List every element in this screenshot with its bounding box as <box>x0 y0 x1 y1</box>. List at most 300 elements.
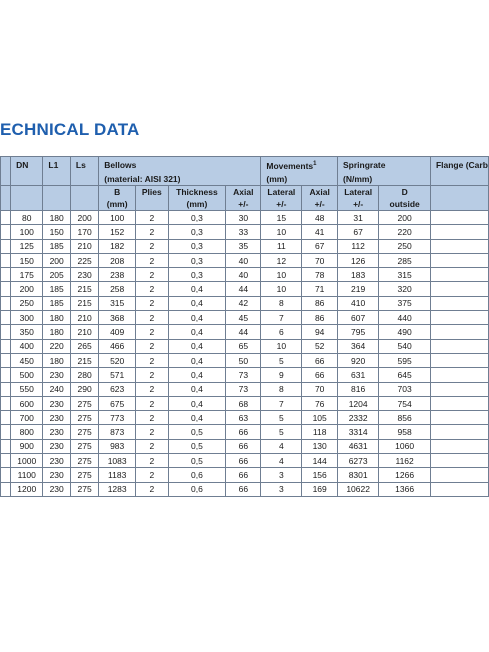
table-cell: 0,5 <box>168 439 226 453</box>
table-cell: 215 <box>70 282 98 296</box>
table-cell: 1100 <box>11 468 43 482</box>
row-tail-cell <box>430 211 488 225</box>
table-row <box>1 253 489 267</box>
table-cell: 150 <box>43 225 71 239</box>
table-cell: 66 <box>302 368 338 382</box>
table-cell: 1266 <box>379 468 431 482</box>
table-cell: 44 <box>226 282 261 296</box>
table-cell: 571 <box>99 368 136 382</box>
header-thickness-unit: (mm) <box>168 198 226 211</box>
table-cell: 44 <box>226 325 261 339</box>
table-cell: 7 <box>261 311 302 325</box>
header-axial: Axial <box>226 186 261 199</box>
table-cell: 215 <box>70 353 98 367</box>
row-tail-cell <box>430 282 488 296</box>
table-cell: 703 <box>379 382 431 396</box>
header-bellows-material: (material: AISI 321) <box>99 173 261 186</box>
header-cell-blank <box>1 186 11 199</box>
table-cell: 230 <box>43 368 71 382</box>
table-row <box>1 339 489 353</box>
table-cell: 150 <box>11 253 43 267</box>
header-movements <box>261 157 338 174</box>
row-tail-cell <box>430 396 488 410</box>
row-lead-cell <box>1 411 11 425</box>
table-cell: 66 <box>226 439 261 453</box>
table-cell: 230 <box>43 468 71 482</box>
table-cell: 42 <box>226 296 261 310</box>
table-row <box>1 482 489 496</box>
table-cell: 35 <box>226 239 261 253</box>
table-cell: 2 <box>136 439 169 453</box>
header-extra-unit <box>430 198 488 211</box>
table-cell: 0,5 <box>168 454 226 468</box>
table-cell: 208 <box>99 253 136 267</box>
row-lead-cell <box>1 396 11 410</box>
row-lead-cell <box>1 482 11 496</box>
table-cell: 63 <box>226 411 261 425</box>
row-lead-cell <box>1 353 11 367</box>
table-cell: 550 <box>11 382 43 396</box>
table-cell: 816 <box>337 382 378 396</box>
table-cell: 200 <box>43 253 71 267</box>
header-ls: Ls <box>70 157 98 174</box>
table-cell: 0,4 <box>168 396 226 410</box>
table-row <box>1 282 489 296</box>
header-extra <box>430 186 488 199</box>
table-cell: 900 <box>11 439 43 453</box>
table-cell: 230 <box>43 425 71 439</box>
table-cell: 2 <box>136 425 169 439</box>
table-cell: 0,4 <box>168 311 226 325</box>
table-cell: 70 <box>302 253 338 267</box>
table-row <box>1 425 489 439</box>
header-axial-unit: +/- <box>226 198 261 211</box>
row-tail-cell <box>430 368 488 382</box>
table-cell: 540 <box>379 339 431 353</box>
table-cell: 754 <box>379 396 431 410</box>
row-tail-cell <box>430 468 488 482</box>
table-cell: 275 <box>70 439 98 453</box>
table-cell: 250 <box>11 296 43 310</box>
table-cell: 40 <box>226 253 261 267</box>
table-cell: 5 <box>261 425 302 439</box>
row-tail-cell <box>430 454 488 468</box>
table-cell: 73 <box>226 368 261 382</box>
table-cell: 1183 <box>99 468 136 482</box>
table-cell: 45 <box>226 311 261 325</box>
table-cell: 9 <box>261 368 302 382</box>
table-row <box>1 454 489 468</box>
table-cell: 5 <box>261 411 302 425</box>
table-cell: 230 <box>43 439 71 453</box>
table-cell: 175 <box>11 268 43 282</box>
table-cell: 10 <box>261 225 302 239</box>
table-cell: 466 <box>99 339 136 353</box>
table-cell: 920 <box>337 353 378 367</box>
table-cell: 210 <box>70 325 98 339</box>
table-cell: 250 <box>379 239 431 253</box>
table-cell: 10 <box>261 339 302 353</box>
table-cell: 265 <box>70 339 98 353</box>
table-cell: 6 <box>261 325 302 339</box>
header-lateral-unit: +/- <box>261 198 302 211</box>
table-cell: 0,4 <box>168 411 226 425</box>
table-cell: 8 <box>261 382 302 396</box>
table-cell: 275 <box>70 482 98 496</box>
table-cell: 409 <box>99 325 136 339</box>
header-movements-label: Movements <box>266 161 314 171</box>
table-cell: 0,3 <box>168 268 226 282</box>
table-cell: 41 <box>302 225 338 239</box>
table-cell: 3 <box>261 468 302 482</box>
table-cell: 285 <box>379 253 431 267</box>
table-row <box>1 225 489 239</box>
table-cell: 220 <box>379 225 431 239</box>
table-cell: 66 <box>302 353 338 367</box>
row-tail-cell <box>430 296 488 310</box>
table-cell: 290 <box>70 382 98 396</box>
table-cell: 450 <box>11 353 43 367</box>
table-cell: 0,4 <box>168 296 226 310</box>
header-lateral: Lateral <box>261 186 302 199</box>
table-row <box>1 382 489 396</box>
table-cell: 144 <box>302 454 338 468</box>
table-cell: 126 <box>337 253 378 267</box>
row-lead-cell <box>1 282 11 296</box>
table-cell: 1366 <box>379 482 431 496</box>
page-title: ECHNICAL DATA <box>0 120 140 139</box>
table-cell: 182 <box>99 239 136 253</box>
row-tail-cell <box>430 339 488 353</box>
table-cell: 94 <box>302 325 338 339</box>
table-cell: 375 <box>379 296 431 310</box>
table-cell: 2 <box>136 325 169 339</box>
table-cell: 2 <box>136 211 169 225</box>
table-cell: 1060 <box>379 439 431 453</box>
table-cell: 0,4 <box>168 325 226 339</box>
table-cell: 105 <box>302 411 338 425</box>
table-cell: 1083 <box>99 454 136 468</box>
row-lead-cell <box>1 382 11 396</box>
table-cell: 170 <box>70 225 98 239</box>
table-cell: 1204 <box>337 396 378 410</box>
header-ls-cont <box>70 173 98 186</box>
table-cell: 0,3 <box>168 239 226 253</box>
row-tail-cell <box>430 425 488 439</box>
table-cell: 33 <box>226 225 261 239</box>
table-cell: 180 <box>43 353 71 367</box>
header-dn-sub <box>11 186 43 199</box>
table-cell: 11 <box>261 239 302 253</box>
header-springrate: Springrate <box>337 157 430 174</box>
table-cell: 7 <box>261 396 302 410</box>
table-row <box>1 239 489 253</box>
table-cell: 595 <box>379 353 431 367</box>
table-cell: 12 <box>261 253 302 267</box>
row-lead-cell <box>1 425 11 439</box>
header-bellows: Bellows <box>99 157 261 174</box>
table-cell: 66 <box>226 425 261 439</box>
table-cell: 275 <box>70 454 98 468</box>
header-d: D <box>379 186 431 199</box>
table-cell: 86 <box>302 296 338 310</box>
table-header <box>1 157 489 211</box>
header-dn-sub2 <box>11 198 43 211</box>
table-cell: 8301 <box>337 468 378 482</box>
header-flange: Flange (Carb <box>430 157 488 174</box>
table-row <box>1 211 489 225</box>
row-lead-cell <box>1 296 11 310</box>
table-cell: 180 <box>43 325 71 339</box>
table-cell: 2 <box>136 382 169 396</box>
table-cell: 2 <box>136 225 169 239</box>
row-tail-cell <box>430 311 488 325</box>
table-cell: 410 <box>337 296 378 310</box>
table-cell: 2 <box>136 396 169 410</box>
row-lead-cell <box>1 211 11 225</box>
row-tail-cell <box>430 225 488 239</box>
table-cell: 76 <box>302 396 338 410</box>
header-l1-sub2 <box>43 198 71 211</box>
table-cell: 300 <box>11 311 43 325</box>
row-lead-cell <box>1 454 11 468</box>
table-cell: 258 <box>99 282 136 296</box>
header-movements-footnote: 1 <box>313 161 317 167</box>
table-cell: 800 <box>11 425 43 439</box>
table-cell: 0,3 <box>168 211 226 225</box>
table-cell: 86 <box>302 311 338 325</box>
table-cell: 275 <box>70 425 98 439</box>
table-cell: 210 <box>70 311 98 325</box>
header-l1-sub <box>43 186 71 199</box>
table-cell: 125 <box>11 239 43 253</box>
table-cell: 67 <box>302 239 338 253</box>
table-row <box>1 468 489 482</box>
table-body <box>1 211 489 497</box>
table-cell: 0,3 <box>168 225 226 239</box>
header-dn: DN <box>11 157 43 174</box>
table-cell: 2 <box>136 253 169 267</box>
row-tail-cell <box>430 382 488 396</box>
table-row <box>1 368 489 382</box>
table-cell: 100 <box>99 211 136 225</box>
table-cell: 607 <box>337 311 378 325</box>
table-cell: 645 <box>379 368 431 382</box>
table-cell: 152 <box>99 225 136 239</box>
table-cell: 180 <box>43 311 71 325</box>
table-cell: 0,4 <box>168 339 226 353</box>
row-lead-cell <box>1 325 11 339</box>
table-cell: 169 <box>302 482 338 496</box>
table-cell: 773 <box>99 411 136 425</box>
header-b-unit: (mm) <box>99 198 136 211</box>
table-cell: 983 <box>99 439 136 453</box>
table-cell: 490 <box>379 325 431 339</box>
row-tail-cell <box>430 353 488 367</box>
table-cell: 230 <box>43 396 71 410</box>
table-cell: 350 <box>11 325 43 339</box>
table-cell: 10 <box>261 282 302 296</box>
row-tail-cell <box>430 411 488 425</box>
row-lead-cell <box>1 468 11 482</box>
table-cell: 183 <box>337 268 378 282</box>
header-movements-unit: (mm) <box>261 173 338 186</box>
header-flange-cont <box>430 173 488 186</box>
row-lead-cell <box>1 339 11 353</box>
table-cell: 958 <box>379 425 431 439</box>
row-lead-cell <box>1 239 11 253</box>
table-cell: 66 <box>226 454 261 468</box>
table-cell: 8 <box>261 296 302 310</box>
table-cell: 180 <box>43 211 71 225</box>
table-cell: 1283 <box>99 482 136 496</box>
table-cell: 0,4 <box>168 353 226 367</box>
header-sr-axial-unit: +/- <box>302 198 338 211</box>
table-cell: 2 <box>136 311 169 325</box>
table-cell: 1162 <box>379 454 431 468</box>
table-cell: 71 <box>302 282 338 296</box>
table-cell: 2 <box>136 411 169 425</box>
table-cell: 4 <box>261 454 302 468</box>
header-cell-blank <box>1 173 11 186</box>
table-cell: 2 <box>136 468 169 482</box>
row-lead-cell <box>1 225 11 239</box>
table-cell: 280 <box>70 368 98 382</box>
table-cell: 10 <box>261 268 302 282</box>
table-cell: 3314 <box>337 425 378 439</box>
table-cell: 112 <box>337 239 378 253</box>
table-cell: 215 <box>70 296 98 310</box>
table-cell: 200 <box>70 211 98 225</box>
table-cell: 0,5 <box>168 425 226 439</box>
table-cell: 2 <box>136 353 169 367</box>
table-cell: 2 <box>136 339 169 353</box>
header-l1: L1 <box>43 157 71 174</box>
table-cell: 70 <box>302 382 338 396</box>
technical-data-table <box>0 156 489 497</box>
table-cell: 3 <box>261 482 302 496</box>
header-dn-cont <box>11 173 43 186</box>
header-sr-axial: Axial <box>302 186 338 199</box>
table-cell: 0,4 <box>168 282 226 296</box>
header-ls-sub <box>70 186 98 199</box>
table-cell: 80 <box>11 211 43 225</box>
table-row <box>1 311 489 325</box>
table-cell: 320 <box>379 282 431 296</box>
table-cell: 78 <box>302 268 338 282</box>
table-cell: 65 <box>226 339 261 353</box>
table-cell: 0,4 <box>168 382 226 396</box>
header-sr-lateral: Lateral <box>337 186 378 199</box>
table-cell: 6273 <box>337 454 378 468</box>
header-cell-blank <box>1 157 11 174</box>
header-l1-cont <box>43 173 71 186</box>
table-cell: 230 <box>43 482 71 496</box>
header-plies: Plies <box>136 186 169 199</box>
header-plies-unit <box>136 198 169 211</box>
table-cell: 230 <box>70 268 98 282</box>
table-cell: 4631 <box>337 439 378 453</box>
header-d-unit: outside <box>379 198 431 211</box>
table-cell: 2 <box>136 454 169 468</box>
table-cell: 50 <box>226 353 261 367</box>
table-cell: 225 <box>70 253 98 267</box>
table-row <box>1 296 489 310</box>
table-cell: 2 <box>136 368 169 382</box>
table-cell: 130 <box>302 439 338 453</box>
table-cell: 0,3 <box>168 253 226 267</box>
table-cell: 73 <box>226 382 261 396</box>
table-cell: 275 <box>70 396 98 410</box>
table-cell: 315 <box>379 268 431 282</box>
table-cell: 66 <box>226 468 261 482</box>
table-cell: 15 <box>261 211 302 225</box>
table-cell: 2 <box>136 268 169 282</box>
table-cell: 185 <box>43 282 71 296</box>
row-lead-cell <box>1 268 11 282</box>
table-row <box>1 439 489 453</box>
table-cell: 118 <box>302 425 338 439</box>
table-cell: 275 <box>70 411 98 425</box>
table-cell: 700 <box>11 411 43 425</box>
row-tail-cell <box>430 268 488 282</box>
technical-data-table-wrapper <box>0 156 489 503</box>
table-cell: 67 <box>337 225 378 239</box>
table-cell: 2332 <box>337 411 378 425</box>
table-cell: 156 <box>302 468 338 482</box>
table-cell: 30 <box>226 211 261 225</box>
row-tail-cell <box>430 439 488 453</box>
table-row <box>1 411 489 425</box>
table-cell: 1000 <box>11 454 43 468</box>
table-cell: 856 <box>379 411 431 425</box>
row-lead-cell <box>1 439 11 453</box>
table-cell: 240 <box>43 382 71 396</box>
row-lead-cell <box>1 253 11 267</box>
table-cell: 5 <box>261 353 302 367</box>
table-cell: 230 <box>43 454 71 468</box>
row-tail-cell <box>430 325 488 339</box>
header-thickness: Thickness <box>168 186 226 199</box>
table-row <box>1 396 489 410</box>
table-cell: 48 <box>302 211 338 225</box>
table-cell: 600 <box>11 396 43 410</box>
table-cell: 440 <box>379 311 431 325</box>
table-cell: 10622 <box>337 482 378 496</box>
table-cell: 52 <box>302 339 338 353</box>
row-tail-cell <box>430 253 488 267</box>
table-cell: 364 <box>337 339 378 353</box>
table-cell: 200 <box>11 282 43 296</box>
table-cell: 219 <box>337 282 378 296</box>
table-row <box>1 268 489 282</box>
header-ls-sub2 <box>70 198 98 211</box>
table-cell: 500 <box>11 368 43 382</box>
table-cell: 400 <box>11 339 43 353</box>
table-cell: 238 <box>99 268 136 282</box>
table-row <box>1 353 489 367</box>
table-cell: 2 <box>136 239 169 253</box>
table-cell: 68 <box>226 396 261 410</box>
header-sr-lateral-unit: +/- <box>337 198 378 211</box>
table-cell: 210 <box>70 239 98 253</box>
table-row <box>1 325 489 339</box>
table-cell: 275 <box>70 468 98 482</box>
table-cell: 2 <box>136 296 169 310</box>
table-cell: 185 <box>43 239 71 253</box>
table-cell: 100 <box>11 225 43 239</box>
table-cell: 623 <box>99 382 136 396</box>
